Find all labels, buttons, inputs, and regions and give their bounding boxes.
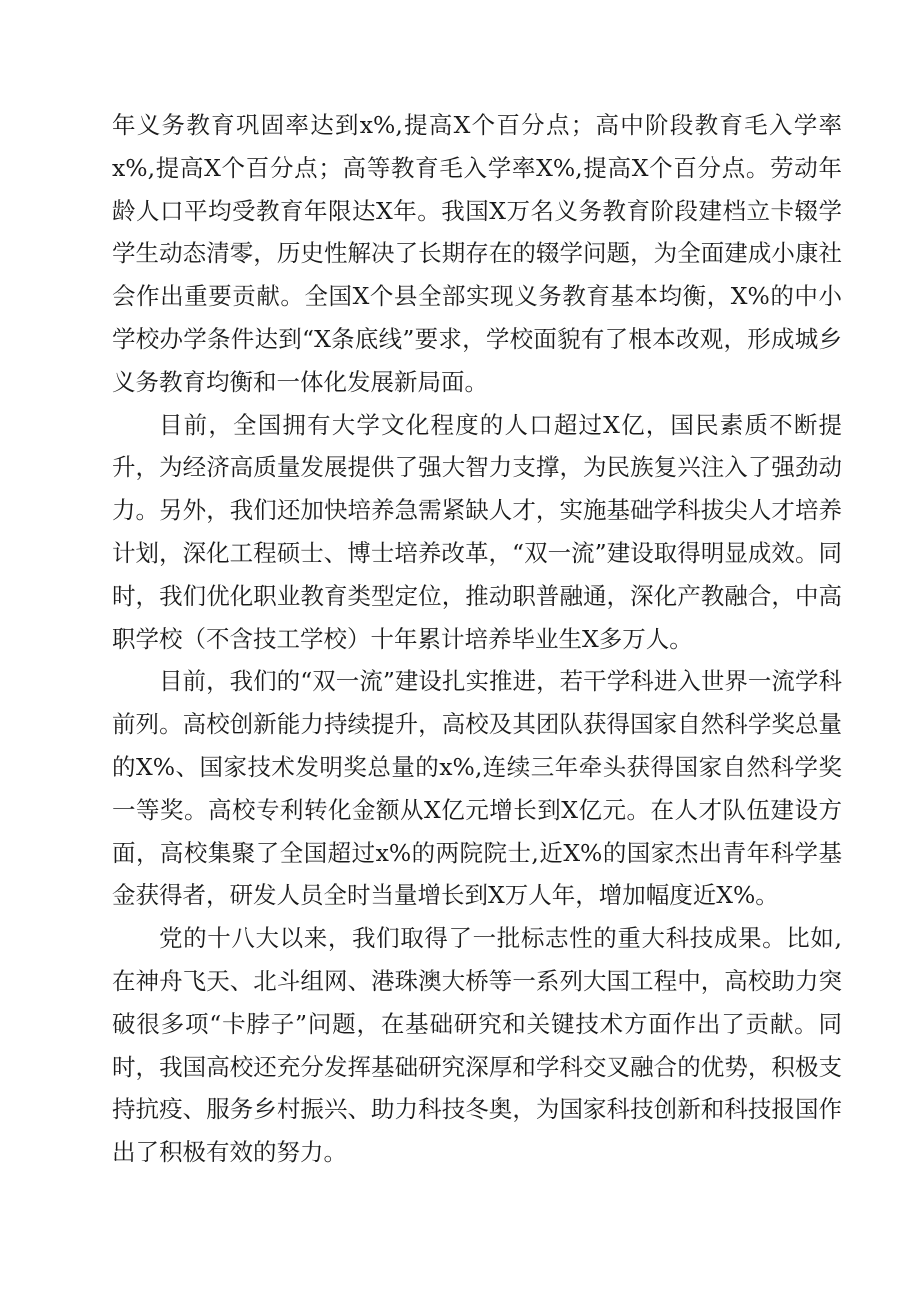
- paragraph-2: 目前，全国拥有大学文化程度的人口超过X亿，国民素质不断提升，为经济高质量发展提供了强大智力支撑，为民族复兴注入了强劲动力。另外，我们还加快培养急需紧缺人才，实施基础学科拔尖人才培养计划，深化工程硕士、博士培养改革，“双一流”建设取得明显成效。同时，我们优化职业教育类型定位，推动职普融通，深化产教融合，中高职学校（不含技工学校）十年累计培养毕业生X多万人。: [112, 410, 842, 653]
- paragraph-1: 年义务教育巩固率达到x%,提高X个百分点；高中阶段教育毛入学率x%,提高X个百分点；高等教育毛入学率X%,提高X个百分点。劳动年龄人口平均受教育年限达X年。我国X万名义务教育阶段建档立卡辍学学生动态清零，历史性解决了长期存在的辍学问题，为全面建成小康社会作出重要贡献。全国X个县全部实现义务教育基本均衡，X%的中小学校办学条件达到“X条底线”要求，学校面貌有了根本改观，形成城乡义务教育均衡和一体化发展新局面。: [112, 111, 842, 396]
- paragraph-3: 目前，我们的“双一流”建设扎实推进，若干学科进入世界一流学科前列。高校创新能力持续提升，高校及其团队获得国家自然科学奖总量的X%、国家技术发明奖总量的x%,连续三年牵头获得国家自然科学奖一等奖。高校专利转化金额从X亿元增长到X亿元。在人才队伍建设方面，高校集聚了全国超过x%的两院院士,近X%的国家杰出青年科学基金获得者，研发人员全时当量增长到X万人年，增加幅度近X%。: [112, 667, 842, 910]
- document-body: [112, 104, 842, 1174]
- paragraph-4: 党的十八大以来，我们取得了一批标志性的重大科技成果。比如,在神舟飞天、北斗组网、港珠澳大桥等一系列大国工程中，高校助力突破很多项“卡脖子”问题，在基础研究和关键技术方面作出了贡献。同时，我国高校还充分发挥基础研究深厚和学科交叉融合的优势，积极支持抗疫、服务乡村振兴、助力科技冬奥，为国家科技创新和科技报国作出了积极有效的努力。: [112, 924, 842, 1167]
